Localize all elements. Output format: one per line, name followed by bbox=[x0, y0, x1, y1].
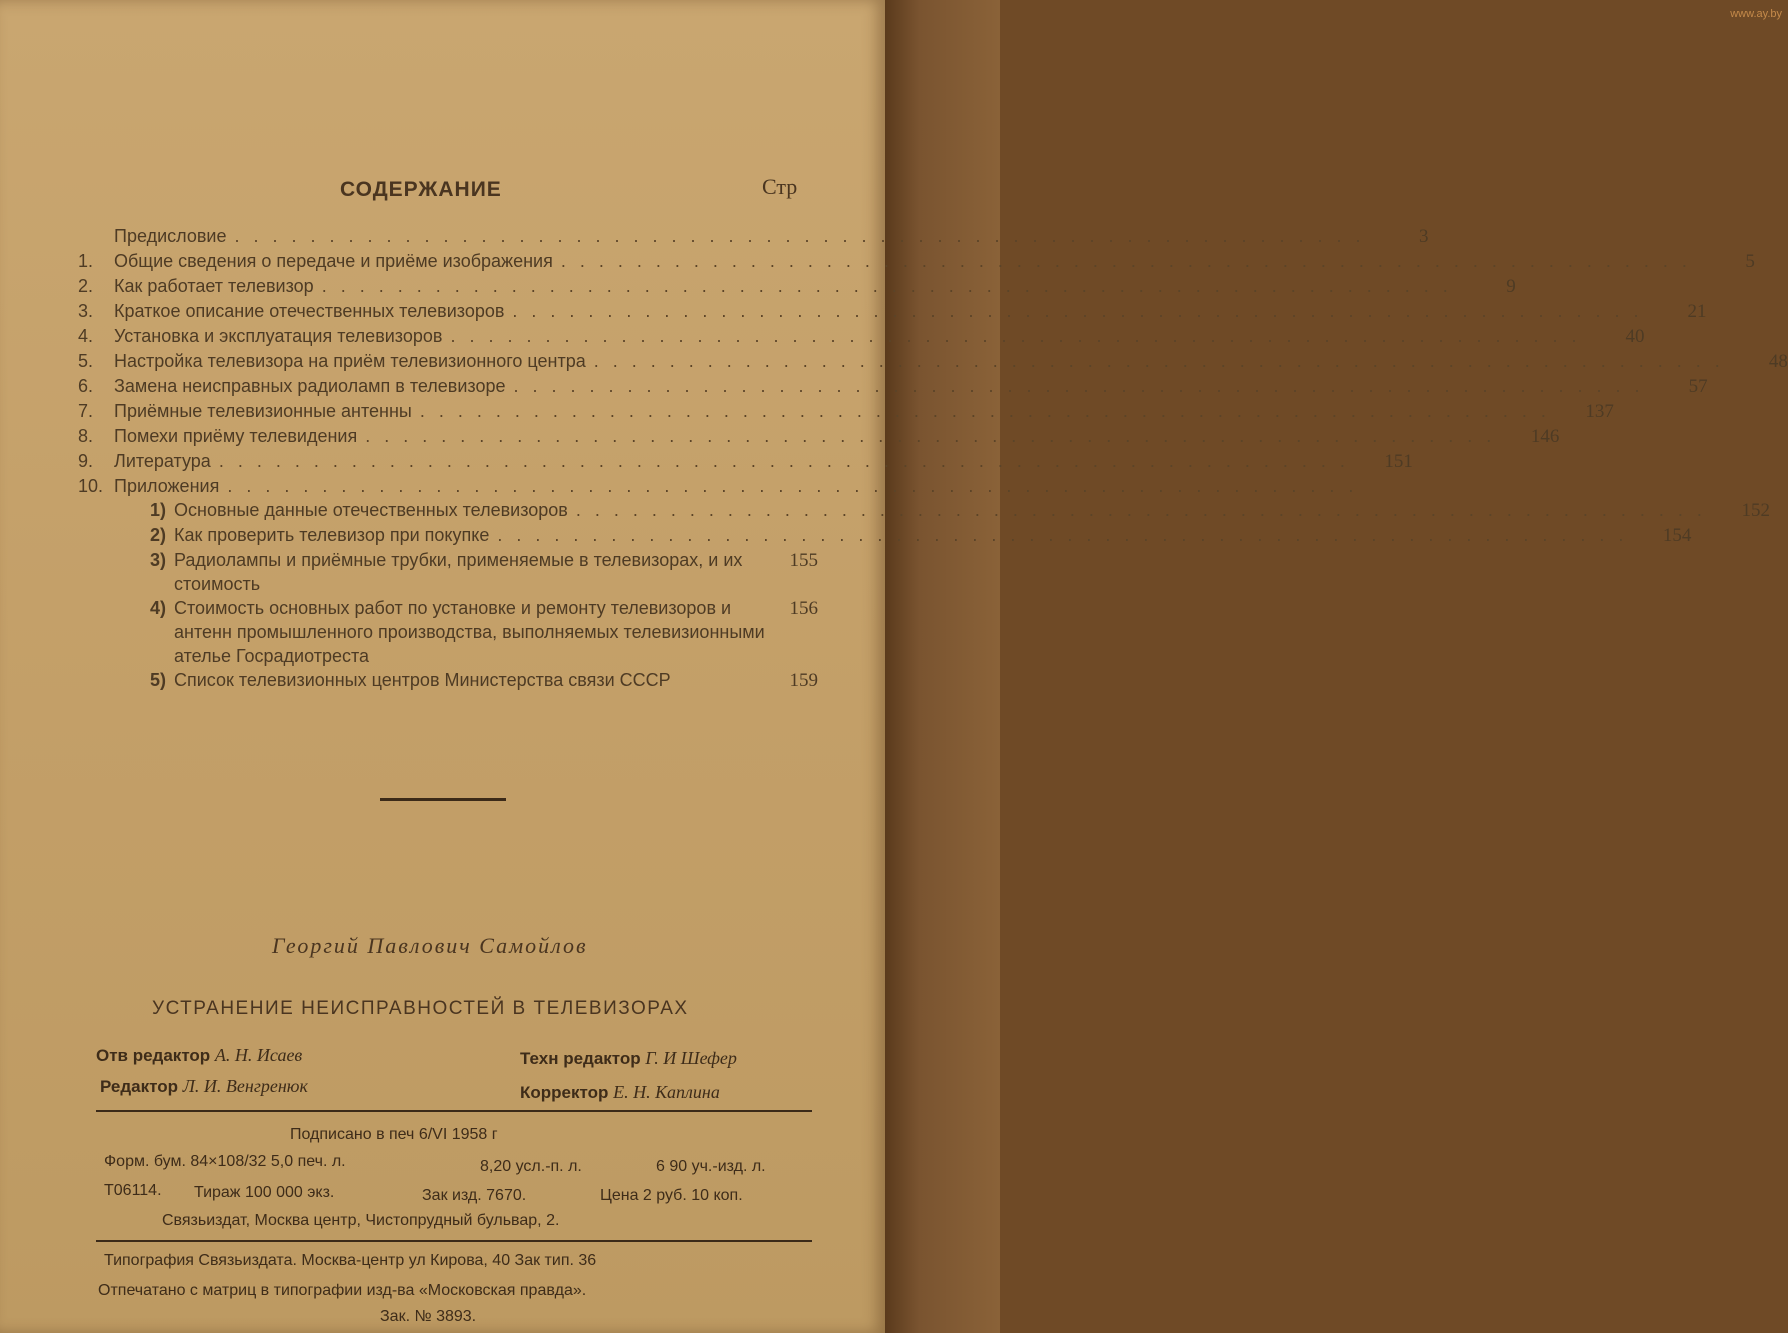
toc-item bbox=[78, 424, 1560, 449]
toc-item-page: 40 bbox=[1625, 326, 1645, 347]
watermark: www.ay.by bbox=[1730, 8, 1782, 20]
toc-item-page: 21 bbox=[1687, 301, 1707, 322]
resp-editor-name: А. Н. Исаев bbox=[214, 1045, 303, 1065]
imprint-price: Цена 2 руб. 10 коп. bbox=[600, 1187, 743, 1204]
toc-item-text: Помехи приёму телевидения bbox=[114, 426, 358, 446]
toc-item bbox=[78, 474, 1368, 498]
toc-item-text: Приёмные телевизионные антенны bbox=[114, 401, 412, 421]
toc-item-text: Как проверить телевизор при покупке bbox=[174, 525, 490, 545]
book-title: УСТРАНЕНИЕ НЕИСПРАВНОСТЕЙ В ТЕЛЕВИЗОРАХ bbox=[152, 998, 689, 1019]
toc-title: СОДЕРЖАНИЕ bbox=[340, 178, 502, 201]
toc-item bbox=[78, 274, 1516, 299]
imprint-format: Форм. бум. 84×108/32 5,0 печ. л. bbox=[104, 1153, 346, 1170]
toc-item-text: Установка и эксплуатация телевизоров bbox=[114, 326, 443, 346]
toc-item-page: 156 bbox=[789, 598, 818, 619]
toc-dot-leader: ............................................................ bbox=[321, 276, 1462, 296]
toc-dot-leader: ............................................................ bbox=[234, 226, 1375, 246]
tech-editor-name: Г. И Шефер bbox=[645, 1048, 737, 1068]
toc-item bbox=[78, 224, 1429, 249]
imprint-rule-bottom bbox=[96, 1240, 812, 1242]
toc-item-text: Стоимость основных работ по установке и ремонту телевизоров и антенн промышленного производства, выполняемых телевизионными ателье Госрадиотреста bbox=[174, 598, 765, 666]
book-spine-shadow bbox=[885, 0, 1000, 1333]
tech-editor-label: Техн редактор bbox=[520, 1049, 641, 1068]
toc-item-number: 2) bbox=[149, 525, 166, 545]
toc-item-number: 9. bbox=[78, 451, 94, 471]
toc-item-number: 3. bbox=[78, 301, 94, 321]
toc-dot-leader: ............................................................ bbox=[512, 301, 1653, 321]
toc-item-page: 57 bbox=[1688, 376, 1708, 397]
toc-item-number: 4. bbox=[78, 326, 94, 346]
toc-item-number: 8. bbox=[78, 426, 94, 446]
imprint-order2: Зак. № 3893. bbox=[380, 1308, 477, 1325]
proofreader-name: Е. Н. Каплина bbox=[613, 1082, 720, 1102]
toc-item-text: Приложения bbox=[114, 476, 220, 496]
toc-item-page: 146 bbox=[1530, 426, 1560, 447]
toc-item-number: 6. bbox=[78, 376, 94, 396]
imprint-publisher: Связьиздат, Москва центр, Чистопрудный бульвар, 2. bbox=[162, 1212, 560, 1229]
toc-appendix-item bbox=[78, 548, 818, 596]
author-name: Георгий Павлович Самойлов bbox=[272, 933, 588, 958]
toc-item bbox=[78, 449, 1413, 474]
toc-dot-leader: ............................................................ bbox=[365, 426, 1506, 446]
toc-item-number: 3) bbox=[149, 550, 166, 570]
toc-item-page: 9 bbox=[1506, 276, 1516, 297]
toc-item-text: Предисловие bbox=[114, 226, 227, 246]
toc-page-label: Стр bbox=[762, 174, 798, 199]
toc-item-text: Радиолампы и приёмные трубки, применяемые в телевизорах, и их стоимость bbox=[174, 550, 743, 594]
toc-dot-leader: ............................................................ bbox=[450, 326, 1591, 346]
toc-item-page: 155 bbox=[789, 550, 818, 571]
toc-appendix-item bbox=[78, 498, 1770, 523]
toc-dot-leader: ............................................................ bbox=[575, 500, 1716, 520]
imprint-order: Зак изд. 7670. bbox=[422, 1187, 527, 1204]
toc-item-number: 1. bbox=[78, 251, 94, 271]
section-divider bbox=[380, 798, 506, 801]
toc-item-page: 48 bbox=[1768, 351, 1788, 372]
toc-item-text: Замена неисправных радиоламп в телевизоре bbox=[114, 376, 506, 396]
toc-appendix-item bbox=[78, 596, 818, 668]
imprint-uch: 6 90 уч.-изд. л. bbox=[656, 1158, 766, 1175]
toc-appendix-item bbox=[78, 523, 1692, 548]
proofreader-label: Корректор bbox=[520, 1083, 609, 1102]
toc-item-page: 152 bbox=[1741, 500, 1770, 521]
toc-item-text: Настройка телевизора на приём телевизионного центра bbox=[114, 351, 586, 371]
imprint-code: Т06114. bbox=[104, 1182, 162, 1199]
toc-item-page: 5 bbox=[1745, 251, 1755, 272]
toc-item-page: 3 bbox=[1419, 226, 1429, 247]
imprint-matrix: Отпечатано с матриц в типографии изд-ва «Московская правда». bbox=[98, 1282, 587, 1299]
toc-appendix-item bbox=[78, 668, 818, 693]
toc-dot-leader: ............................................................ bbox=[513, 376, 1654, 396]
toc-item bbox=[78, 249, 1755, 274]
toc-item bbox=[78, 374, 1708, 399]
toc-item bbox=[78, 324, 1645, 349]
toc-item-text: Литература bbox=[114, 451, 211, 471]
editor-name: Л. И. Венгренюк bbox=[182, 1076, 308, 1096]
toc-item-page: 151 bbox=[1384, 451, 1413, 472]
toc-dot-leader: ............................................................ bbox=[497, 525, 1638, 545]
toc-dot-leader: ............................................................ bbox=[560, 251, 1701, 271]
toc-item-text: Краткое описание отечественных телевизоров bbox=[114, 301, 505, 321]
toc-dot-leader: ............................................................ bbox=[419, 401, 1560, 421]
resp-editor-label: Отв редактор bbox=[96, 1046, 211, 1065]
toc-item bbox=[78, 349, 1788, 374]
toc-item-number: 7. bbox=[78, 401, 94, 421]
table-of-contents bbox=[78, 224, 1788, 693]
toc-dot-leader: ............................................................ bbox=[227, 476, 1368, 496]
toc-item-page: 137 bbox=[1585, 401, 1614, 422]
toc-item-number: 5) bbox=[149, 670, 166, 690]
imprint-signed: Подписано в печ 6/VI 1958 г bbox=[290, 1126, 498, 1143]
toc-item-number: 10. bbox=[78, 476, 104, 496]
toc-item-page: 154 bbox=[1662, 525, 1692, 546]
toc-item-number: 1) bbox=[149, 500, 166, 520]
toc-item-number: 5. bbox=[78, 351, 94, 371]
toc-item-page: 159 bbox=[789, 670, 818, 691]
editor-credit bbox=[100, 1076, 308, 1097]
toc-item-number: 4) bbox=[149, 598, 166, 618]
resp-editor-credit bbox=[96, 1045, 302, 1066]
proofreader-credit bbox=[520, 1082, 720, 1103]
imprint-usl: 8,20 усл.-п. л. bbox=[480, 1158, 582, 1175]
toc-item-text: Список телевизионных центров Министерства связи СССР bbox=[174, 670, 671, 690]
imprint-printing: Типография Связьиздата. Москва-центр ул Кирова, 40 Зак тип. 36 bbox=[104, 1252, 597, 1269]
toc-dot-leader: ............................................................ bbox=[593, 351, 1734, 371]
toc-item bbox=[78, 299, 1707, 324]
toc-item bbox=[78, 399, 1614, 424]
toc-item-number: 2. bbox=[78, 276, 94, 296]
imprint-tirazh: Тираж 100 000 экз. bbox=[194, 1184, 335, 1201]
toc-dot-leader: ............................................................ bbox=[218, 451, 1359, 471]
editor-label: Редактор bbox=[100, 1077, 178, 1096]
imprint-rule-top bbox=[96, 1110, 812, 1112]
toc-item-text: Основные данные отечественных телевизоров bbox=[174, 500, 568, 520]
toc-item-text: Общие сведения о передаче и приёме изображения bbox=[114, 251, 553, 271]
toc-item-text: Как работает телевизор bbox=[114, 276, 314, 296]
tech-editor-credit bbox=[520, 1048, 737, 1069]
